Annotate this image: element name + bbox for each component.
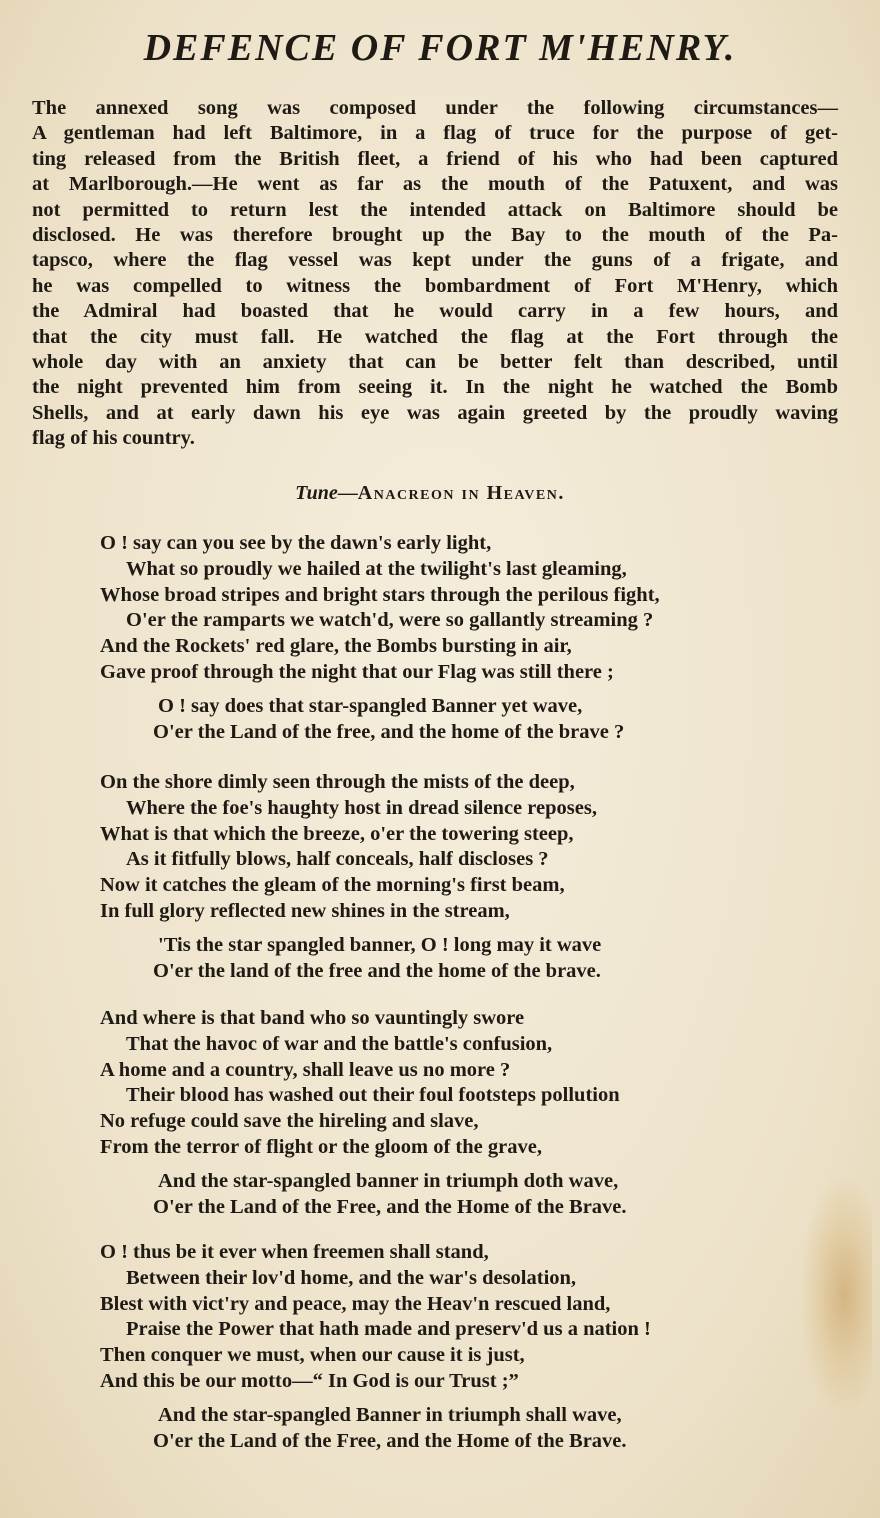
verse-line: And where is that band who so vauntingly swore <box>100 1007 525 1029</box>
intro-paragraph <box>32 96 838 452</box>
chorus-line: O ! say does that star-spangled Banner yet wave, <box>158 694 583 717</box>
verse-line: O'er the ramparts we watch'd, were so gallantly streaming ? <box>126 609 654 632</box>
tune-separator: — <box>337 482 358 504</box>
intro-line: the Admiral had boasted that he would carry in a few hours, and <box>32 300 838 323</box>
verse-line: Now it catches the gleam of the morning's first beam, <box>100 874 565 897</box>
verse-line: O ! say can you see by the dawn's early light, <box>100 532 492 554</box>
verse-line: Whose broad stripes and bright stars through the perilous fight, <box>100 583 660 606</box>
verse-line: And the Rockets' red glare, the Bombs bursting in air, <box>100 635 572 658</box>
verse-line: O ! thus be it ever when freemen shall stand, <box>100 1241 489 1263</box>
chorus-line: O'er the land of the free and the home of the brave. <box>153 959 601 982</box>
verse-line: Blest with vict'ry and peace, may the Heav'n rescued land, <box>100 1292 611 1315</box>
stanza-4 <box>0 1240 880 1454</box>
verse-line: What so proudly we hailed at the twilight's last gleaming, <box>126 557 627 580</box>
verse-line: Praise the Power that hath made and preserv'd us a nation ! <box>126 1318 651 1341</box>
stanza-3 <box>0 1006 880 1220</box>
intro-line: the night prevented him from seeing it. In the night he watched the Bomb <box>32 376 838 399</box>
intro-line: The annexed song was composed under the following circumstances— <box>32 97 838 119</box>
stanza-2 <box>0 770 880 984</box>
tune-label: Tune <box>295 482 338 504</box>
intro-line: that the city must fall. He watched the flag at the Fort through the <box>32 325 838 348</box>
chorus-line: O'er the Land of the free, and the home of the brave ? <box>153 720 625 743</box>
tune-line <box>0 482 860 505</box>
verse-line: On the shore dimly seen through the mists of the deep, <box>100 771 575 793</box>
intro-line: whole day with an anxiety that can be better felt than described, until <box>32 351 838 374</box>
verse-line: Gave proof through the night that our Flag was still there ; <box>100 660 614 683</box>
verse-line: That the havoc of war and the battle's confusion, <box>126 1032 553 1055</box>
tune-name: Anacreon in Heaven. <box>357 482 565 504</box>
verse-line: Then conquer we must, when our cause it is just, <box>100 1344 525 1367</box>
verse-line: What is that which the breeze, o'er the towering steep, <box>100 822 574 845</box>
intro-line: disclosed. He was therefore brought up the Bay to the mouth of the Pa- <box>32 224 838 247</box>
verse-line: And this be our motto—“ In God is our Trust ;” <box>100 1369 519 1392</box>
chorus-line: And the star-spangled banner in triumph doth wave, <box>158 1169 619 1192</box>
intro-line: at Marlborough.—He went as far as the mouth of the Patuxent, and was <box>32 173 838 196</box>
intro-line: flag of his country. <box>32 427 195 450</box>
chorus-line: O'er the Land of the Free, and the Home of the Brave. <box>153 1429 627 1452</box>
chorus-line: And the star-spangled Banner in triumph shall wave, <box>158 1403 622 1426</box>
intro-line: Shells, and at early dawn his eye was again greeted by the proudly waving <box>32 401 838 424</box>
verse-line: Their blood has washed out their foul footsteps pollution <box>126 1084 620 1107</box>
intro-line: ting released from the British fleet, a friend of his who had been captured <box>32 147 838 170</box>
verse-line: Where the foe's haughty host in dread silence reposes, <box>126 796 597 819</box>
verse-line: From the terror of flight or the gloom of the grave, <box>100 1135 542 1158</box>
page-title: DEFENCE OF FORT M'HENRY. <box>143 27 737 69</box>
intro-line: A gentleman had left Baltimore, in a flag of truce for the purpose of get- <box>32 122 838 145</box>
chorus-line: O'er the Land of the Free, and the Home of the Brave. <box>153 1195 627 1218</box>
verse-line: No refuge could save the hireling and slave, <box>100 1110 479 1133</box>
verse-line: In full glory reflected new shines in the stream, <box>100 899 510 922</box>
intro-line: he was compelled to witness the bombardment of Fort M'Henry, which <box>32 274 838 297</box>
stanza-1 <box>0 531 880 745</box>
verse-line: A home and a country, shall leave us no more ? <box>100 1058 511 1081</box>
chorus-line: 'Tis the star spangled banner, O ! long may it wave <box>158 933 602 956</box>
verse-line: As it fitfully blows, half conceals, half discloses ? <box>126 848 549 871</box>
intro-line: tapsco, where the flag vessel was kept under the guns of a frigate, and <box>32 249 838 272</box>
intro-line: not permitted to return lest the intended attack on Baltimore should be <box>32 198 838 221</box>
verse-line: Between their lov'd home, and the war's desolation, <box>126 1266 577 1289</box>
